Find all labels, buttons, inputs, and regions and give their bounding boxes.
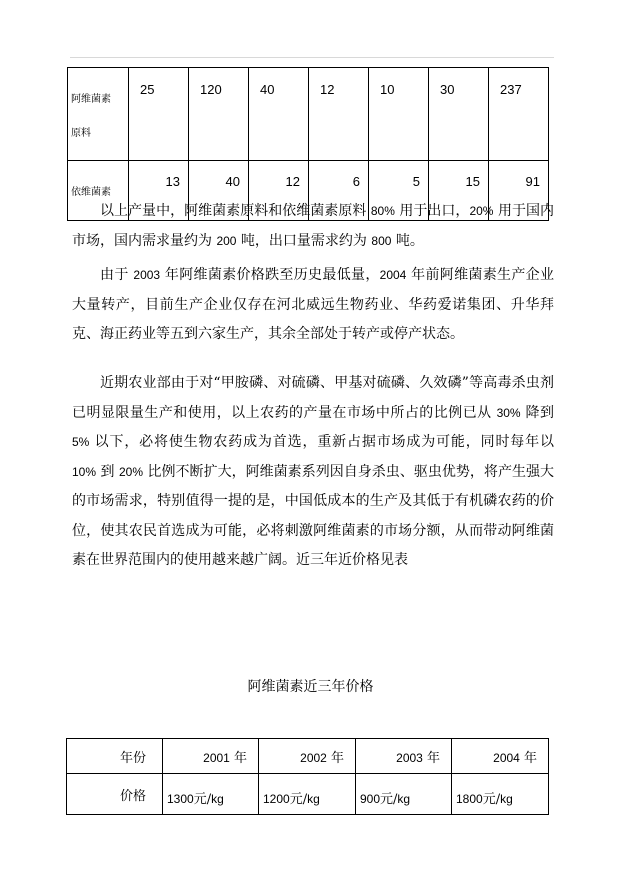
inline-number: 2003 [133, 268, 161, 282]
text-run: 到 [96, 463, 119, 480]
table-cell: 13 [129, 161, 189, 221]
table-row-avermectin-raw [68, 68, 549, 161]
text-run: 年前阿维菌素生产企业大量转产，目前生产企业仅存在河北威远生物药业、华药爱诺集团、升华拜克、海正药业等五到六家生产，其余全部处于转产或停产状态。 [72, 267, 554, 342]
text-run: 吨。 [391, 232, 424, 249]
price-cell: 900元/kg [356, 774, 452, 815]
year-cell: 2001 年 [163, 739, 259, 774]
price-table-header-row [67, 739, 549, 774]
table-cell: 40 [249, 68, 309, 161]
row-label: 依维菌素 [68, 161, 129, 221]
paragraph-export-share [72, 197, 554, 256]
inline-number: 30% [496, 405, 521, 420]
inline-number: 20% [469, 204, 494, 218]
inline-number: 20% [119, 464, 144, 479]
inline-number: 800 [371, 233, 392, 248]
header-rule [70, 57, 554, 58]
price-cell: 1200元/kg [259, 774, 356, 815]
price-cell: 1800元/kg [452, 774, 549, 815]
row-label: 阿维菌素 原料 [68, 68, 129, 161]
table-cell: 5 [369, 161, 429, 221]
table-cell: 10 [369, 68, 429, 161]
price-table-caption: 阿维菌素近三年价格 [247, 679, 374, 695]
inline-number: 80% [370, 204, 395, 218]
table-cell: 237 [489, 68, 549, 161]
price-label: 价格 [67, 774, 163, 815]
table-cell: 12 [309, 68, 369, 161]
price-cell: 1300元/kg [163, 774, 259, 815]
text-run: 吨，出口量需求约为 [236, 232, 372, 249]
text-run: 用于国内市场，国内需求量约为 [72, 203, 555, 249]
year-cell: 2004 年 [452, 739, 549, 774]
table-cell: 12 [249, 161, 309, 221]
inline-number: 200 [216, 233, 237, 248]
price-table-price-row [67, 774, 549, 815]
text-run: 用于出口， [394, 203, 470, 219]
text-run: 以上产量中，阿维菌素原料和依维菌素原料 [100, 203, 371, 219]
year-cell: 2003 年 [356, 739, 452, 774]
price-table [66, 738, 549, 815]
text-run: 降到 [520, 404, 555, 421]
table-cell: 40 [189, 161, 249, 221]
table-cell: 6 [309, 161, 369, 221]
table-cell: 91 [489, 161, 549, 221]
table-cell: 25 [129, 68, 189, 161]
paragraph-producers [72, 261, 554, 350]
text-run: 年阿维菌素价格跌至历史最低量， [160, 267, 380, 283]
text-run: 以下，必将使生物农药成为首选，重新占据市场成为可能，同时每年以 [89, 434, 554, 450]
table-cell: 15 [429, 161, 489, 221]
paragraph-market-outlook [72, 369, 554, 576]
year-label: 年份 [67, 739, 163, 774]
inline-number: 2004 [379, 268, 407, 282]
year-cell: 2002 年 [259, 739, 356, 774]
text-run: 近期农业部由于对“甲胺磷、对硫磷、甲基对硫磷、久效磷”等高毒杀虫剂已明显限量生产和使用，以上农药的产量在市场中所占的比例已从 [72, 375, 554, 421]
table-cell: 30 [429, 68, 489, 161]
text-run: 由于 [100, 267, 134, 283]
table-cell: 120 [189, 68, 249, 161]
inline-number: 5% [72, 435, 90, 449]
inline-number: 10% [72, 464, 97, 479]
text-run: 比例不断扩大，阿维菌素系列因自身杀虫、驱虫优势，将产生强大的市场需求，特别值得一提的是，中国低成本的生产及其低于有机磷农药的价位，使其农民首选成为可能，必将刺激阿维菌素的市场分额，从而带动阿维菌素在世界范围内的使用越来越广阔。近三年近价格见表 [72, 463, 555, 568]
